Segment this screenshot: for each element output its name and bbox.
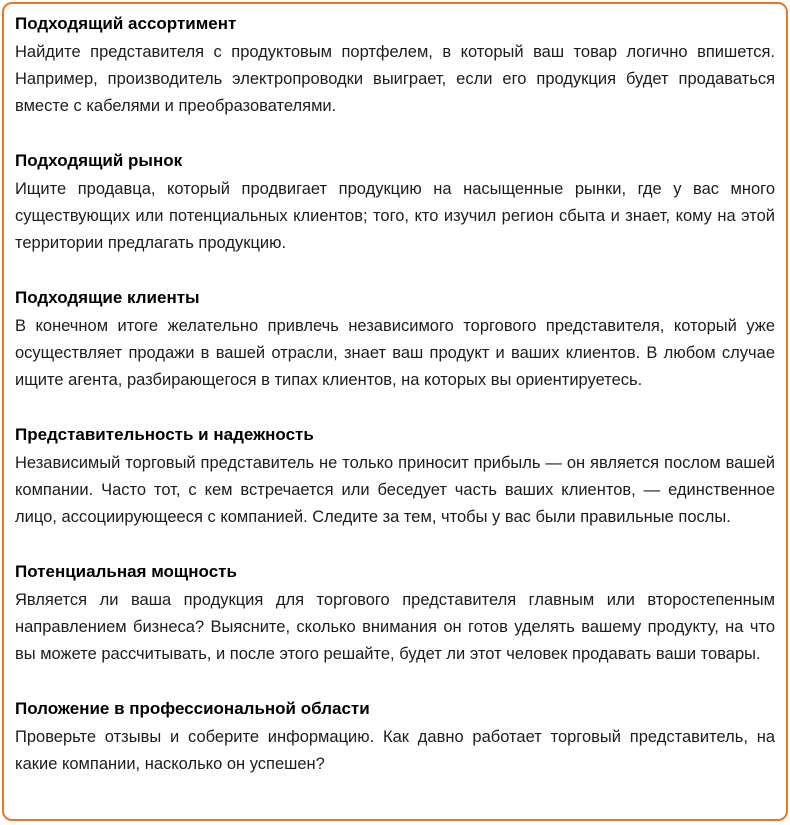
section-body: Является ли ваша продукция для торгового представителя главным или второстепенным направлением бизнеса? Выясните, сколько внимания он готов уделять вашему продукту, на что вы можете рассчитывать, и после этого решайте, будет ли этот человек продавать ваши товары.	[15, 591, 775, 663]
section-potential-capacity	[15, 560, 775, 668]
section-body: Независимый торговый представитель не только приносит прибыль — он является послом вашей компании. Часто тот, с кем встречается или беседует часть ваших клиентов, — единственное лицо, ассоциирующееся с компанией. Следите за тем, чтобы у вас были правильные послы.	[15, 454, 775, 526]
section-market	[15, 149, 775, 257]
section-heading: Подходящие клиенты	[15, 288, 200, 307]
section-body: В конечном итоге желательно привлечь независимого торгового представителя, который уже осуществляет продажи в вашей отрасли, знает ваш продукт и ваших клиентов. В любом случае ищите агента, разбирающегося в типах клиентов, на которых вы ориентируетесь.	[15, 317, 775, 389]
section-representativeness	[15, 423, 775, 531]
section-heading: Потенциальная мощность	[15, 562, 237, 581]
section-body: Ищите продавца, который продвигает продукцию на насыщенные рынки, где у вас много существующих или потенциальных клиентов; того, кто изучил регион сбыта и знает, кому на этой территории предлагать продукцию.	[15, 180, 775, 252]
section-body: Проверьте отзывы и соберите информацию. Как давно работает торговый представитель, на какие компании, насколько он успешен?	[15, 728, 775, 773]
section-heading: Положение в профессиональной области	[15, 699, 370, 718]
document-page	[2, 2, 788, 821]
section-clients	[15, 286, 775, 394]
section-body: Найдите представителя с продуктовым портфелем, в который ваш товар логично впишется. Например, производитель электропроводки выиграет, если его продукция будет продаваться вместе с кабелями и преобразователями.	[15, 43, 775, 115]
section-heading: Представительность и надежность	[15, 425, 314, 444]
section-professional-standing	[15, 697, 775, 778]
section-heading: Подходящий рынок	[15, 151, 183, 170]
section-assortment	[15, 12, 775, 120]
section-heading: Подходящий ассортимент	[15, 14, 237, 33]
